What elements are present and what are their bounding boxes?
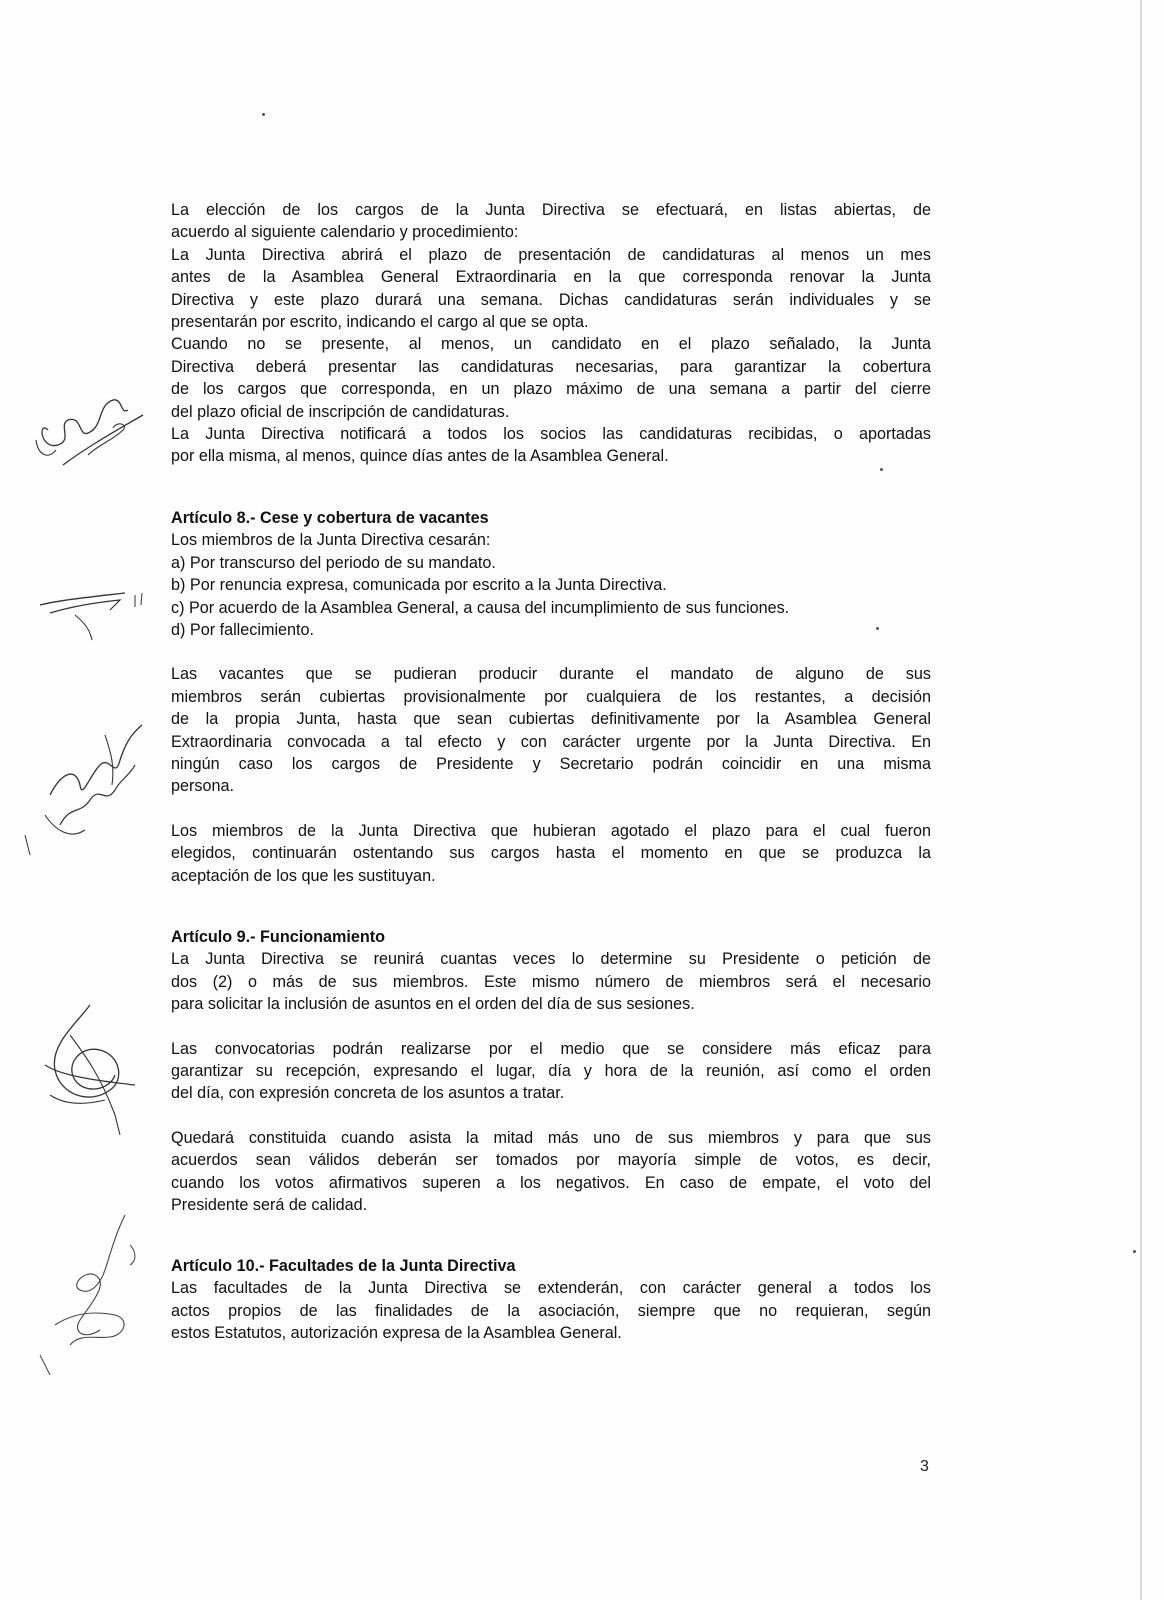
article-10 [171,1255,931,1345]
article-8-item-d: d) Por fallecimiento. [171,621,315,640]
intro-line-4: antes de la Asamblea General Extraordinaria en la que corresponda renovar la Junta [171,268,931,287]
article-8-para1-line-1: Las vacantes que se pudieran producir durante el mandato de alguno de sus [171,665,931,684]
article-10-para1-line-2: actos propios de las finalidades de la asociación, siempre que no requieran, según [171,1301,931,1320]
article-9-para1-line-1: La Junta Directiva se reunirá cuantas veces lo determine su Presidente o petición de [171,950,931,969]
article-9-para3-line-4: Presidente será de calidad. [171,1196,368,1215]
intro-line-7: Cuando no se presente, al menos, un candidato en el plazo señalado, la Junta [171,335,931,354]
signature-5-icon [30,1205,170,1385]
intro-line-6: presentarán por escrito, indicando el cargo al que se opta. [171,313,589,332]
article-8 [171,507,931,887]
article-8-heading: Artículo 8.- Cese y cobertura de vacantes [171,509,489,527]
article-9-heading: Artículo 9.- Funcionamiento [171,928,386,946]
page-number: 3 [920,1458,929,1475]
intro-line-8: Directiva deberá presentar las candidaturas necesarias, para garantizar la cobertura [171,357,931,376]
intro-line-10: del plazo oficial de inscripción de candidaturas. [171,402,510,421]
article-8-para2-line-3: aceptación de los que les sustituyan. [171,866,436,885]
article-8-para1-line-6: persona. [171,777,234,796]
article-9-para2-line-2: garantizar su recepción, expresando el lugar, día y hora de la reunión, así como el orden [171,1062,931,1081]
article-8-para2-line-1: Los miembros de la Junta Directiva que hubieran agotado el plazo para el cual fueron [171,821,931,840]
article-9-para1-line-2: dos (2) o más de sus miembros. Este mismo número de miembros será el necesario [171,972,931,991]
article-8-item-a: a) Por transcurso del periodo de su mandato. [171,553,496,572]
intro-line-3: La Junta Directiva abrirá el plazo de presentación de candidaturas al menos un mes [171,245,931,264]
article-8-para1-line-3: de la propia Junta, hasta que sean cubiertas definitivamente por la Asamblea General [171,710,931,729]
article-8-para1-line-4: Extraordinaria convocada a tal efecto y con carácter urgente por la Junta Directiva. En [171,732,931,751]
article-8-item-c: c) Por acuerdo de la Asamblea General, a causa del incumplimiento de sus funciones. [171,598,790,617]
signature-4-icon [30,995,150,1145]
section-intro [171,199,931,468]
article-9 [171,926,931,1216]
article-10-heading: Artículo 10.- Facultades de la Junta Directiva [171,1257,516,1275]
intro-line-2: acuerdo al siguiente calendario y procedimiento: [171,223,519,242]
article-10-para1-line-1: Las facultades de la Junta Directiva se extenderán, con carácter general a todos los [171,1279,931,1298]
scan-edge-line [1140,0,1142,1600]
scan-speck [880,468,883,471]
article-8-para2-line-2: elegidos, continuarán ostentando sus cargos hasta el momento en que se produzca la [171,844,931,863]
article-8-item-b: b) Por renuncia expresa, comunicada por escrito a la Junta Directiva. [171,576,667,595]
article-8-intro: Los miembros de la Junta Directiva cesarán: [171,531,491,550]
article-9-para3-line-2: acuerdos sean válidos deberán ser tomados por mayoría simple de votos, es decir, [171,1151,931,1170]
article-9-para2-line-1: Las convocatorias podrán realizarse por el medio que se considere más eficaz para [171,1039,931,1058]
signature-1-icon [28,380,158,490]
article-9-para2-line-3: del día, con expresión concreta de los asuntos a tratar. [171,1084,565,1103]
intro-line-12: por ella misma, al menos, quince días antes de la Asamblea General. [171,447,669,466]
signature-3-icon [20,705,160,865]
intro-line-9: de los cargos que corresponda, en un plazo máximo de una semana a partir del cierre [171,380,931,399]
intro-line-5: Directiva y este plazo durará una semana. Dichas candidaturas serán individuales y se [171,290,931,309]
signature-2-icon [30,575,160,645]
article-10-para1-line-3: estos Estatutos, autorización expresa de la Asamblea General. [171,1324,622,1343]
scan-speck [1133,1250,1136,1253]
article-9-para1-line-3: para solicitar la inclusión de asuntos en el orden del día de sus sesiones. [171,995,695,1014]
article-9-para3-line-1: Quedará constituida cuando asista la mitad más uno de sus miembros y para que sus [171,1128,931,1147]
intro-line-1: La elección de los cargos de la Junta Directiva se efectuará, en listas abiertas, de [171,201,931,219]
article-8-para1-line-5: ningún caso los cargos de Presidente y Secretario podrán coincidir en una misma [171,755,931,774]
intro-line-11: La Junta Directiva notificará a todos los socios las candidaturas recibidas, o aportadas [171,425,931,444]
article-9-para3-line-3: cuando los votos afirmativos superen a los negativos. En caso de empate, el voto del [171,1173,931,1192]
scan-speck [876,627,879,630]
scan-speck [262,113,265,116]
article-8-para1-line-2: miembros serán cubiertas provisionalmente por cualquiera de los restantes, a decisión [171,687,931,706]
